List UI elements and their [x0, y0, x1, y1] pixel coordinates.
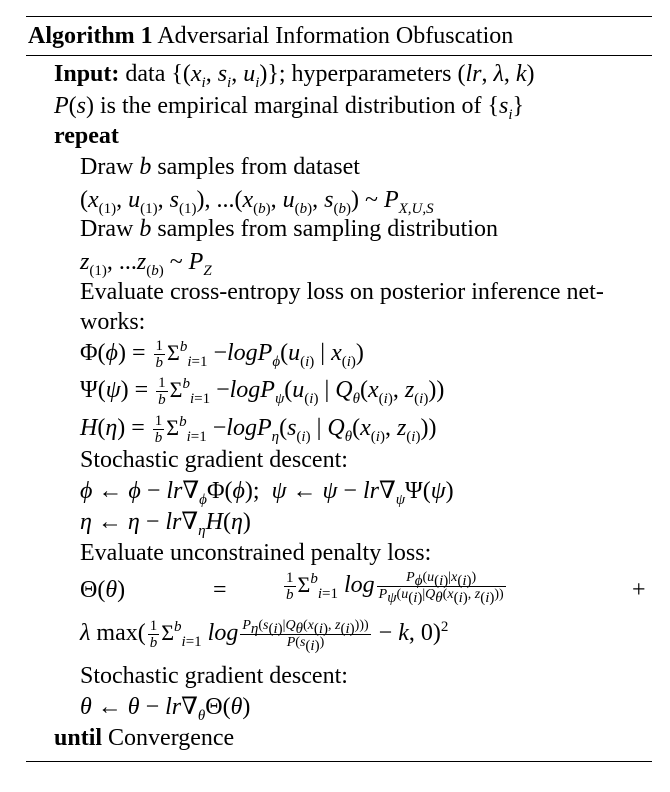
header-rule [26, 55, 652, 56]
psi-loss-line: Ψ(ψ) = $\frac{1}{b}$ $\Sigma^b_{i=1} -\log P_\psi(u_{(i)}$ | $Q_\theta(x_{(i)}$, $z_{(i)}$)) [80, 375, 445, 408]
until-keyword: until [54, 725, 103, 751]
theta-loss-rhs: $\frac{1}{b}$ $\Sigma^b_{i=1}$ log $\frac{P_\phi(u_{(i)}|x_{(i)})}{P_\psi(u_{(i)}|Q_\theta(x_{(i)}, z_{(i)}))}$ [286, 570, 504, 606]
bottom-rule [26, 761, 652, 762]
draw-data-line: Draw b samples from dataset [80, 154, 360, 180]
theta-loss-penalty: λ max( $\frac{1}{b}$ $\Sigma^b_{i=1}$ log $\frac{P_\eta(s_{(i)}|Q_\theta(x_{(i)}, z_{(i)})))}{P(s_{(i)})}$ − k, 0)$^2$ [80, 618, 449, 654]
update-eta-line: η ← $\eta - lr\nabla_\eta H(\eta)$ [80, 509, 251, 539]
draw-sampling-line: Draw b samples from sampling distribution [80, 216, 498, 242]
algorithm-title: Adversarial Information Obfuscation [157, 23, 514, 49]
evaluate-ce-line-2: works: [80, 309, 146, 335]
phi-loss-line: Φ(ϕ) = $\frac{1}{b}$ $\Sigma^b_{i=1} -\log P_\phi(u_{(i)}$ | $x_{(i)}$) [80, 338, 364, 371]
input-line: Input: data {($x_i$, $s_i$, $u_i$)}; hyperparameters (lr, λ, k) [54, 61, 535, 91]
algorithm-label: Algorithm 1 [28, 23, 153, 49]
update-phi-psi-line: ϕ ← $\phi - lr\nabla_\phi\Phi(\phi)$; ψ ← $\psi - lr\nabla_\psi\Psi(\psi)$ [80, 478, 454, 508]
repeat-keyword: repeat [54, 123, 119, 149]
z-samples-line: $z_{(1)}$, $...z_{(b)}$ ~ $P_Z$ [80, 249, 212, 279]
theta-loss-equals: = [213, 577, 227, 603]
marginal-line: P(s) is the empirical marginal distribution of $\{s_i\}$ [54, 93, 525, 123]
algorithm-header [28, 22, 513, 50]
h-loss-line: H(η) = $\frac{1}{b}$ $\Sigma^b_{i=1} -\log P_\eta(s_{(i)}$ | $Q_\theta(x_{(i)}$, $z_{(i)}$)) [80, 413, 437, 446]
evaluate-penalty-line: Evaluate unconstrained penalty loss: [80, 540, 432, 566]
top-rule [26, 16, 652, 17]
until-text: Convergence [108, 725, 235, 751]
theta-loss-plus: + [632, 577, 646, 603]
until-line [54, 724, 234, 752]
sgd-line-1: Stochastic gradient descent: [80, 447, 348, 473]
input-keyword: Input: [54, 61, 120, 87]
update-theta-line: θ ← $\theta - lr\nabla_\theta\Theta(\theta)$ [80, 694, 251, 724]
theta-loss-lhs: Θ(θ) [80, 577, 126, 603]
evaluate-ce-line-1: Evaluate cross-entropy loss on posterior inference net- [80, 279, 604, 305]
sgd-line-2: Stochastic gradient descent: [80, 663, 348, 689]
data-samples-line: ($x_{(1)}$, $u_{(1)}$, $s_{(1)}$), $...(x_{(b)}$, $u_{(b)}$, $s_{(b)}$) ~ $P_{X,U,S}$ [80, 187, 434, 217]
